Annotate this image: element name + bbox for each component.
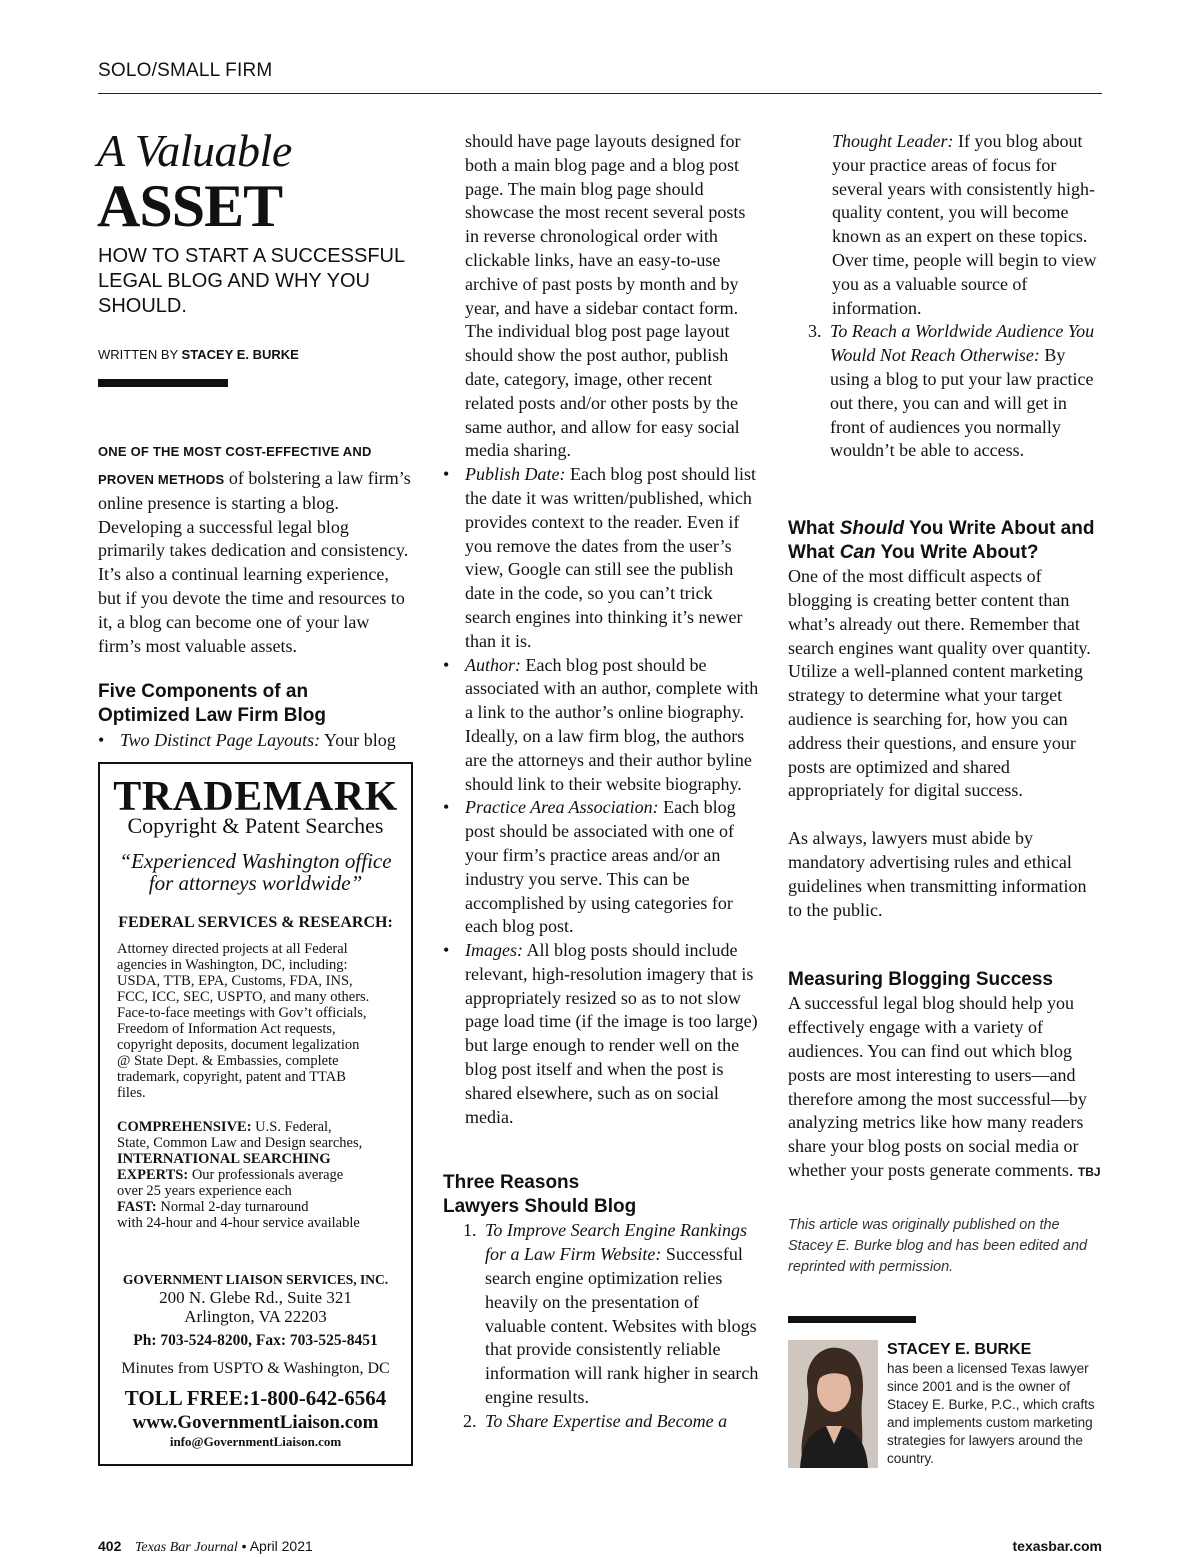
ad-line: over 25 years experience each — [117, 1183, 292, 1199]
bio-rule — [788, 1316, 916, 1323]
ad-fast-text: Normal 2-day turnaround — [156, 1199, 309, 1215]
ad-line: with 24-hour and 4-hour service available — [117, 1215, 360, 1231]
bullet-item — [443, 796, 761, 939]
bullet-label: Two Distinct Page Layouts: — [120, 730, 321, 751]
header-rule — [98, 93, 1102, 94]
reason-text: If you blog about your practice areas of focus for several years with consistently high-quality content, you will become known as an expert on these topics. Over time, people will begin to view you as a valuable source of information. — [832, 131, 1097, 318]
heading-part: You Write About? — [875, 542, 1039, 564]
bio-text: has been a licensed Texas lawyer since 2001 and is the owner of Stacey E. Burke, P.C., which crafts and implements custom marketing strategies for lawyers around the country. — [887, 1361, 1095, 1466]
ad-line: FCC, ICC, SEC, USPTO, and many others. — [117, 989, 370, 1005]
reason-label: Thought Leader: — [832, 131, 954, 151]
bullet-item — [443, 463, 761, 653]
ad-tollfree: TOLL FREE:1-800-642-6564 — [124, 1386, 387, 1410]
tbj-end-mark: TBJ — [1077, 1164, 1101, 1179]
heading-part: Should — [839, 518, 905, 540]
column-3 — [788, 130, 1102, 1278]
bullet-label: Images: — [465, 940, 523, 961]
lead-caps-1: ONE OF THE MOST COST-EFFECTIVE AND — [98, 444, 372, 459]
heading-part: You Write About and What — [788, 518, 1095, 564]
ad-line: copyright deposits, document legalization — [117, 1037, 360, 1053]
bio-name: STACEY E. BURKE — [887, 1341, 1032, 1358]
ad-website: www.GovernmentLiaison.com — [132, 1412, 379, 1433]
author-portrait-icon — [788, 1340, 878, 1468]
what-paragraph-1: One of the most difficult aspects of blogging is creating better content than what’s already out there. Remember that search engines want quality over quantity. Utilize a well-planned content marketing strategy to determine what your target audience is searching for, how you can address their questions, and ensure your posts are optimized and shared appropriately for digital success. — [788, 566, 1091, 801]
ad-comprehensive-label: COMPREHENSIVE: — [117, 1119, 252, 1135]
bullet-dot: • — [443, 797, 450, 818]
ad-line: USDA, TTB, EPA, Customs, FDA, INS, — [117, 973, 353, 989]
bullet-page-layouts — [98, 729, 416, 753]
ad-line: Face-to-face meetings with Gov’t officials, — [117, 1005, 367, 1021]
ad-address-1: 200 N. Glebe Rd., Suite 321 — [159, 1288, 352, 1307]
page-number: 402 — [98, 1538, 122, 1554]
reason-item — [443, 1410, 761, 1434]
ad-quote-2: for attorneys worldwide” — [148, 871, 363, 895]
reason-2-continued — [788, 130, 1102, 320]
section-label: SOLO/SMALL FIRM — [98, 60, 273, 81]
ad-line: State, Common Law and Design searches, — [117, 1135, 363, 1151]
heading-three-reasons — [443, 1171, 761, 1219]
site-url[interactable]: texasbar.com — [1012, 1538, 1102, 1554]
reason-item — [443, 1219, 761, 1409]
title-main: ASSET — [97, 173, 283, 239]
ad-federal-text — [117, 941, 407, 1101]
ad-phone: Ph: 703-524-8200, Fax: 703-525-8451 — [133, 1332, 378, 1349]
ad-comprehensive-text: U.S. Federal, — [251, 1119, 332, 1135]
reason-text: Successful search engine optimization relies heavily on the presentation of valuable content. Websites with blogs that provide consistently reliable information will rank higher in search engine results. — [485, 1244, 759, 1408]
heading-what-write — [788, 517, 1102, 565]
ad-line: Freedom of Information Act requests, — [117, 1021, 336, 1037]
heading-line: Lawyers Should Blog — [443, 1196, 637, 1218]
author-photo — [788, 1340, 878, 1468]
bullet-text: Your blog — [320, 730, 396, 751]
trademark-advertisement — [98, 762, 413, 1466]
ad-line: @ State Dept. & Embassies, complete — [117, 1053, 339, 1069]
bullet-dot: • — [443, 940, 450, 961]
heading-part: Can — [839, 542, 876, 564]
what-paragraph-2: As always, lawyers must abide by mandatory advertising rules and ethical guidelines when transmitting information to the public. — [788, 828, 1087, 920]
reason-label: To Improve Search Engine Rankings for a Law Firm Website: — [485, 1220, 747, 1265]
reason-item — [788, 320, 1102, 463]
ad-line: files. — [117, 1085, 146, 1101]
bullet-dot: • — [443, 654, 450, 675]
bullet-dot: • — [98, 730, 105, 751]
bullet-label: Publish Date: — [465, 464, 566, 485]
ad-line: agencies in Washington, DC, including: — [117, 957, 348, 973]
bullet-text: Each blog post should list the date it was written/published, which provides context to the reader. Even if you remove the dates from the user’s view, Google can still see the publish date in the code, so you can’t trick search engines into thinking it’s newer than it is. — [465, 464, 756, 651]
measure-text: A successful legal blog should help you effectively engage with a variety of audiences. You can find out which blog posts are most interesting to users—and therefore among the most successful—by analyzing metrics like how many readers share your blog posts on social media or whether your posts generate comments. — [788, 993, 1087, 1180]
bullet-item — [443, 939, 761, 1129]
ad-subtitle: Copyright & Patent Searches — [127, 813, 384, 838]
bullet-label: Author: — [465, 654, 521, 675]
issue-date: April 2021 — [249, 1538, 313, 1554]
lead-text-2: firm’s online presence is starting a blog. Developing a successful legal blog primarily takes dedication and consistency. It’s also a continual learning experience, but if you devote the time and resources to it, a blog can become one of your law firm’s most valuable assets. — [98, 468, 411, 656]
ad-federal-heading: FEDERAL SERVICES & RESEARCH: — [118, 914, 393, 931]
reason-number: 1. — [463, 1220, 477, 1241]
bullet-text: All blog posts should include relevant, high-resolution imagery that is appropriately resized so as to not slow page load time (if the image is too large) but large enough to render well on the blog post itself and when the post is shared elsewhere, such as on social media. — [465, 940, 758, 1127]
heading-line: Three Reasons — [443, 1172, 580, 1194]
bullet-text: Each blog post should be associated with one of your firm’s practice areas and/or an industry you serve. This can be accomplished by using categories for each blog post. — [465, 797, 736, 937]
bullet-label: Practice Area Association: — [465, 797, 659, 818]
ad-title: TRADEMARK — [113, 774, 398, 820]
lead-paragraph — [98, 440, 416, 753]
bullet-item — [443, 654, 761, 797]
ad-quote-1: “Experienced Washington office — [119, 849, 392, 873]
column-2 — [443, 130, 761, 1434]
ad-services-text — [117, 1119, 407, 1231]
heading-part: What — [788, 518, 840, 540]
byline-rule — [98, 379, 228, 387]
bullet-layouts-continued: should have page layouts designed for both a main blog page and a blog post page. The main blog page should showcase the most recent several posts in reverse chronological order with clickable links, have an easy-to-use archive of past posts by month and by year, and have a sidebar contact form. The individual blog post page layout should show the post author, publish date, category, image, other recent related posts and/or other posts by the same author, and allow for easy social media sharing. — [465, 131, 746, 461]
reason-number: 2. — [463, 1410, 477, 1431]
heading-measuring: Measuring Blogging Success — [788, 969, 1053, 991]
ad-line: Attorney directed projects at all Federal — [117, 941, 348, 957]
heading-five-components: Five Components of an Optimized Law Firm Blog — [98, 681, 327, 727]
reprint-note: This article was originally published on the Stacey E. Burke blog and has been edited and reprinted with permission. — [788, 1216, 1088, 1275]
ad-experts-text: Our professionals average — [188, 1167, 344, 1183]
bullet-dot: • — [443, 464, 450, 485]
reason-label: To Share Expertise and Become a — [485, 1410, 728, 1431]
title-italic: A Valuable — [97, 125, 292, 176]
footer-separator: • — [237, 1538, 250, 1554]
ad-minutes: Minutes from USPTO & Washington, DC — [121, 1360, 390, 1377]
ad-address-2: Arlington, VA 22203 — [184, 1307, 327, 1326]
ad-org-name: GOVERNMENT LIAISON SERVICES, INC. — [122, 1272, 389, 1287]
reason-text: By using a blog to put your law practice out there, you can and will get in front of audiences you normally wouldn’t be able to access. — [830, 345, 1094, 461]
lead-caps-2: PROVEN METHODS — [98, 472, 225, 487]
measure-paragraph — [788, 992, 1102, 1184]
byline-name: STACEY E. BURKE — [181, 347, 299, 362]
subtitle: HOW TO START A SUCCESSFUL LEGAL BLOG AND WHY YOU SHOULD. — [98, 245, 405, 317]
reason-label: To Reach a Worldwide Audience You Would Not Reach Otherwise: — [830, 321, 1095, 366]
lead-text-1: of bolstering a law — [224, 468, 364, 488]
journal-name: Texas Bar Journal — [134, 1540, 238, 1555]
ad-line: trademark, copyright, patent and TTAB — [117, 1069, 346, 1085]
ad-experts-label: EXPERTS: — [117, 1167, 189, 1183]
ad-email: info@GovernmentLiaison.com — [169, 1434, 342, 1449]
bullet-text: Each blog post should be associated with an author, complete with a link to the author’s online biography. Ideally, on a law firm blog, the authors are the attorneys and their author byline should link to their website biography. — [465, 654, 759, 794]
author-bio — [887, 1340, 1102, 1468]
byline-prefix: WRITTEN BY — [98, 347, 182, 362]
footer-left — [98, 1538, 313, 1556]
ad-fast-label: FAST: — [117, 1199, 157, 1215]
ad-international-label: INTERNATIONAL SEARCHING — [117, 1151, 331, 1167]
reason-number: 3. — [808, 321, 822, 342]
byline — [98, 347, 299, 362]
